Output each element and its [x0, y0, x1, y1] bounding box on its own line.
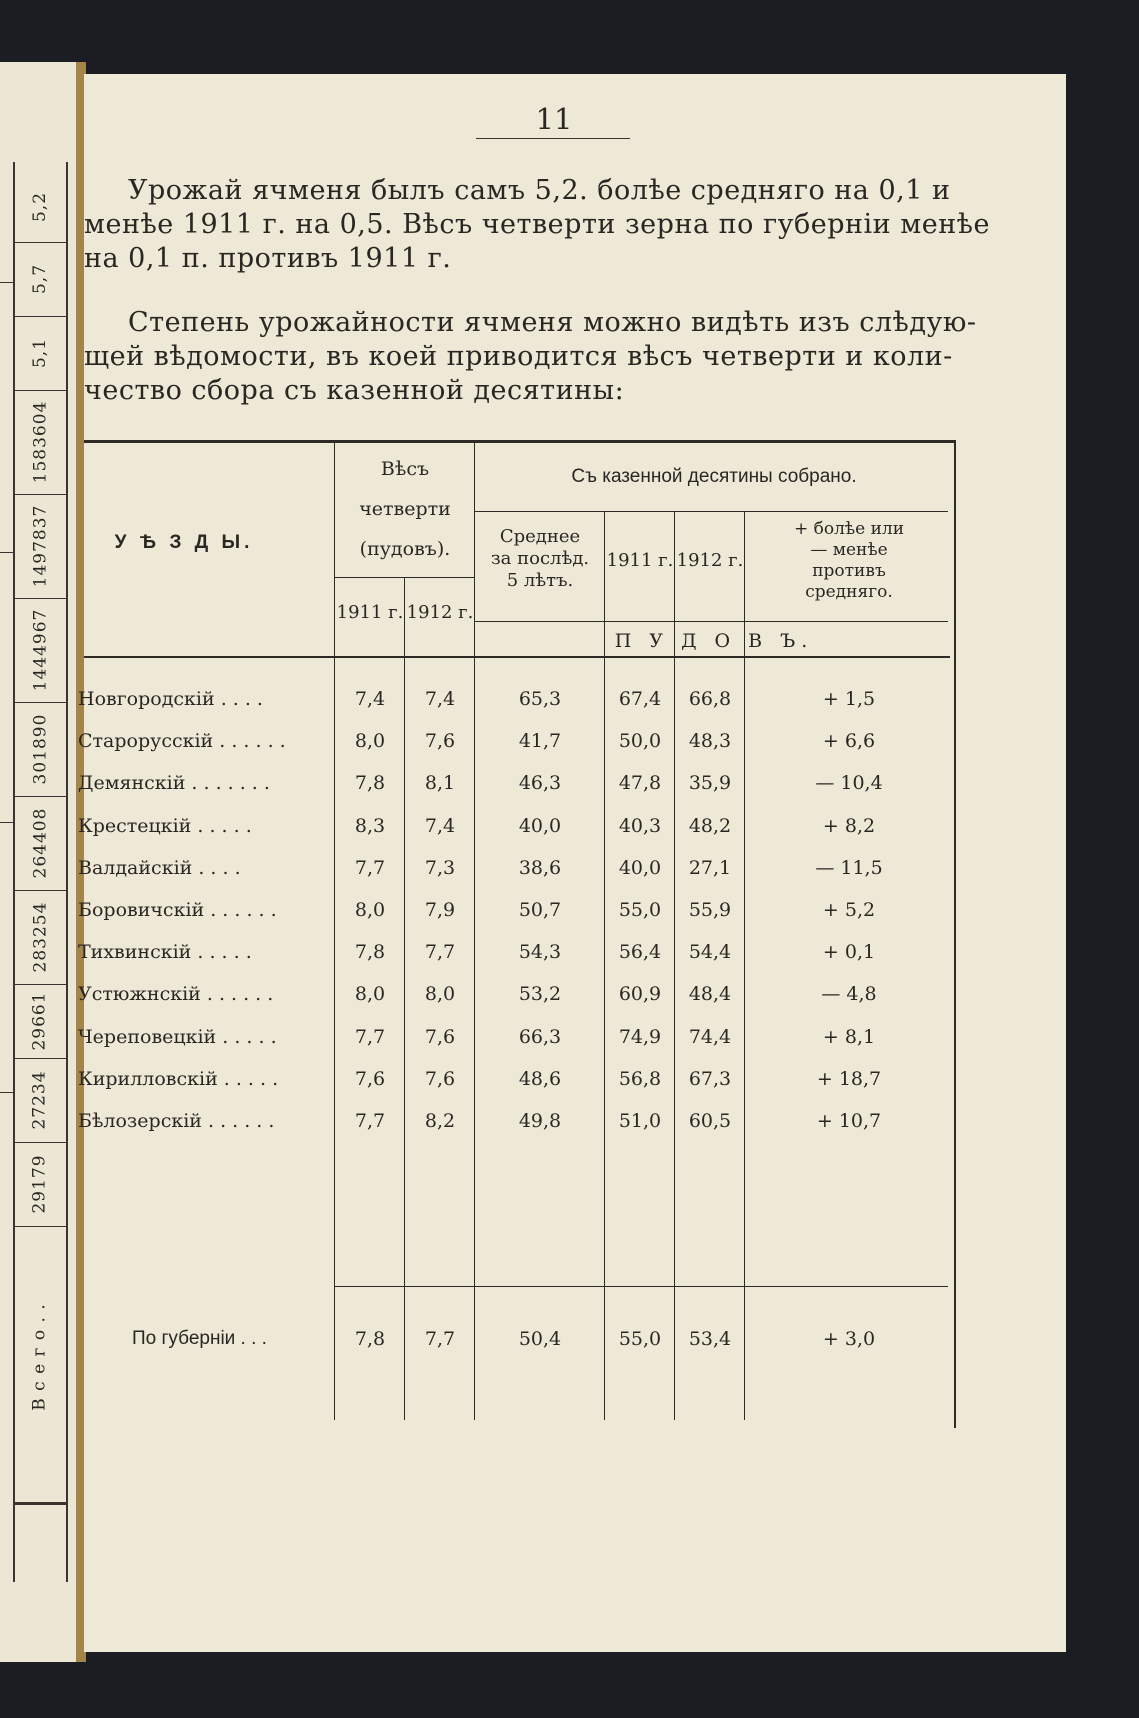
collected-1912-cell: 35,9 — [688, 772, 732, 795]
average-cell: 41,7 — [518, 730, 562, 753]
weight-1911-header: 1911 г. — [336, 602, 404, 623]
prev-page-value: 1497837 — [30, 504, 50, 588]
collected-1911-cell: 40,0 — [618, 856, 662, 879]
weight-header-line: Вѣсъ — [380, 458, 430, 480]
difference-cell: + 8,2 — [822, 814, 876, 837]
difference-cell: + 1,5 — [822, 688, 876, 710]
difference-cell: — 10,4 — [815, 772, 883, 795]
collected-1912-cell: 66,8 — [688, 688, 732, 710]
average-cell: 66,3 — [518, 1025, 562, 1048]
collected-1911-cell: 56,4 — [618, 941, 662, 964]
district-name: Валдайскій . . . . — [78, 856, 241, 879]
text-line: щей вѣдомости, въ коей приводится вѣсъ четверти и коли- — [84, 341, 953, 372]
collected-1911-cell: 56,8 — [618, 1067, 662, 1090]
total-weight-1911: 7,8 — [354, 1328, 386, 1350]
average-cell: 38,6 — [518, 856, 562, 879]
total-average: 50,4 — [518, 1328, 562, 1350]
district-name: Устюжнскій . . . . . . — [78, 983, 274, 1006]
column-rule — [404, 577, 405, 1420]
difference-cell: — 11,5 — [815, 856, 883, 879]
collected-1912-header: 1912 г. — [676, 550, 744, 571]
collected-1912-cell: 27,1 — [688, 856, 732, 879]
prev-page-value: 29179 — [30, 1154, 50, 1214]
difference-cell: — 4,8 — [821, 983, 877, 1006]
column-rule — [334, 440, 335, 1420]
header-rule — [474, 621, 948, 622]
collected-1912-cell: 60,5 — [688, 1110, 732, 1132]
average-cell: 49,8 — [518, 1110, 562, 1132]
collected-1912-cell: 48,3 — [688, 730, 732, 753]
prev-page-divider — [15, 702, 66, 703]
weight-header-line: четверти — [359, 498, 451, 520]
average-header-line: Среднее — [499, 526, 581, 547]
prev-page-tick — [0, 282, 14, 283]
collected-1911-cell: 74,9 — [618, 1025, 662, 1048]
text-line: менѣе 1911 г. на 0,5. Вѣсъ четверти зерна по губерніи менѣе — [84, 209, 990, 240]
difference-cell: + 5,2 — [822, 899, 876, 921]
collected-1912-cell: 55,9 — [688, 899, 732, 921]
difference-cell: + 0,1 — [822, 941, 876, 964]
district-name: Череповецкій . . . . . — [78, 1025, 277, 1048]
total-weight-1912: 7,7 — [424, 1328, 456, 1350]
prev-page-value: 5,1 — [29, 337, 50, 369]
prev-page-value: 1583604 — [30, 400, 50, 484]
weight-1911-cell: 7,7 — [354, 1110, 386, 1132]
prev-page-rule — [13, 162, 15, 1582]
average-cell: 53,2 — [518, 983, 562, 1006]
total-separator-rule — [334, 1286, 948, 1287]
weight-1912-cell: 7,3 — [424, 856, 456, 879]
weight-1911-cell: 7,7 — [354, 1025, 386, 1048]
weight-1911-cell: 8,3 — [354, 814, 386, 837]
collected-1912-cell: 74,4 — [688, 1025, 732, 1048]
district-name: Бѣлозерскій . . . . . . — [78, 1110, 275, 1132]
weight-1911-cell: 7,8 — [354, 941, 386, 964]
collected-1911-cell: 47,8 — [618, 772, 662, 795]
header-rule — [474, 511, 948, 512]
average-cell: 46,3 — [518, 772, 562, 795]
weight-1911-cell: 7,6 — [354, 1067, 386, 1090]
weight-1912-cell: 7,7 — [424, 941, 456, 964]
district-name: Новгородскій . . . . — [78, 688, 263, 710]
weight-1912-cell: 7,6 — [424, 1025, 456, 1048]
barley-yield-table — [78, 74, 1066, 1652]
difference-cell: + 10,7 — [816, 1110, 882, 1132]
total-collected-1911: 55,0 — [618, 1328, 662, 1350]
difference-header-line: + болѣе или — [793, 519, 905, 539]
header-bottom-rule — [84, 656, 950, 658]
prev-page-value: 264408 — [30, 807, 50, 879]
collected-1911-cell: 60,9 — [618, 983, 662, 1006]
difference-header-line: противъ — [812, 561, 886, 581]
prev-page-divider — [15, 890, 66, 891]
average-cell: 40,0 — [518, 814, 562, 837]
collected-1911-header: 1911 г. — [606, 550, 674, 571]
weight-1911-cell: 7,7 — [354, 856, 386, 879]
district-name: Тихвинскій . . . . . — [78, 941, 252, 964]
prev-page-divider — [15, 1058, 66, 1059]
prev-page-value: 5,7 — [29, 263, 50, 295]
prev-page-divider — [15, 242, 66, 243]
average-cell: 65,3 — [518, 688, 562, 710]
weight-1912-cell: 8,0 — [424, 983, 456, 1006]
page-number: 11 — [535, 102, 573, 136]
table-top-rule — [84, 440, 954, 443]
district-name: Боровичскій . . . . . . — [78, 899, 277, 921]
prev-page-divider — [15, 1502, 66, 1505]
prev-page-tick — [0, 552, 14, 553]
collected-1911-cell: 51,0 — [618, 1110, 662, 1132]
prev-page-value: 301890 — [30, 713, 50, 785]
difference-cell: + 18,7 — [816, 1067, 882, 1090]
previous-page-edge — [0, 62, 76, 1662]
district-name: Крестецкій . . . . . — [78, 814, 252, 837]
collected-1911-cell: 67,4 — [618, 688, 662, 710]
column-rule — [474, 440, 475, 1420]
weight-1911-cell: 8,0 — [354, 730, 386, 753]
collected-1912-cell: 48,2 — [688, 814, 732, 837]
difference-header-line: — менѣе — [810, 540, 888, 560]
weight-1912-cell: 7,6 — [424, 1067, 456, 1090]
weight-1912-cell: 8,2 — [424, 1110, 456, 1132]
difference-cell: + 6,6 — [822, 730, 876, 753]
prev-page-value: 5,2 — [29, 191, 50, 223]
text-line: чество сбора съ казенной десятины: — [84, 375, 625, 406]
prev-page-tick — [0, 822, 14, 823]
weight-1912-cell: 7,6 — [424, 730, 456, 753]
table-right-rule — [954, 440, 956, 1428]
weight-1912-cell: 8,1 — [424, 772, 456, 795]
text-line: Степень урожайности ячменя можно видѣть изъ слѣдую- — [128, 307, 977, 338]
weight-1912-cell: 7,4 — [424, 688, 456, 710]
weight-1912-header: 1912 г. — [406, 602, 474, 623]
prev-page-value: 27234 — [30, 1070, 50, 1130]
weight-header-line: (пудовъ). — [359, 538, 451, 560]
prev-page-divider — [15, 1142, 66, 1143]
district-name: Кирилловскій . . . . . — [78, 1067, 279, 1090]
text-line: Урожай ячменя былъ самъ 5,2. болѣе средняго на 0,1 и — [128, 175, 951, 206]
collected-1912-cell: 54,4 — [688, 941, 732, 964]
average-cell: 54,3 — [518, 941, 562, 964]
difference-header-line: средняго. — [805, 582, 893, 602]
weight-1912-cell: 7,4 — [424, 814, 456, 837]
units-header: П У Д О В Ъ. — [614, 630, 814, 652]
collected-1911-cell: 40,3 — [618, 814, 662, 837]
collected-1911-cell: 50,0 — [618, 730, 662, 753]
district-name: Старорусскій . . . . . . — [78, 730, 286, 753]
weight-1911-cell: 8,0 — [354, 899, 386, 921]
district-column-header: У Ѣ З Д Ы. — [114, 532, 254, 553]
collected-1911-cell: 55,0 — [618, 899, 662, 921]
prev-page-divider — [15, 984, 66, 985]
total-difference: + 3,0 — [822, 1328, 876, 1350]
average-header-line: 5 лѣтъ. — [506, 570, 574, 591]
page — [78, 74, 1066, 1652]
district-name: Демянскій . . . . . . . — [78, 772, 270, 795]
prev-page-total-label: В с е г о . . — [30, 1303, 51, 1411]
prev-page-value: 283254 — [30, 901, 50, 973]
weight-1911-cell: 7,4 — [354, 688, 386, 710]
prev-page-divider — [15, 494, 66, 495]
weight-1911-cell: 7,8 — [354, 772, 386, 795]
collected-1912-cell: 67,3 — [688, 1067, 732, 1090]
prev-page-rule — [66, 162, 68, 1582]
prev-page-divider — [15, 1226, 66, 1227]
weight-1912-cell: 7,9 — [424, 899, 456, 921]
total-row-label: По губерніи . . . — [132, 1328, 267, 1349]
average-header-line: за послѣд. — [490, 548, 590, 569]
collected-group-header: Съ казенной десятины собрано. — [571, 466, 857, 487]
difference-cell: + 8,1 — [822, 1025, 876, 1048]
prev-page-divider — [15, 796, 66, 797]
text-line: на 0,1 п. противъ 1911 г. — [84, 243, 452, 274]
prev-page-tick — [0, 1092, 14, 1093]
average-cell: 50,7 — [518, 899, 562, 921]
prev-page-divider — [15, 316, 66, 317]
collected-1912-cell: 48,4 — [688, 983, 732, 1006]
prev-page-value: 29661 — [30, 991, 50, 1051]
total-collected-1912: 53,4 — [688, 1328, 732, 1350]
prev-page-value: 1444967 — [30, 608, 50, 692]
prev-page-divider — [15, 598, 66, 599]
average-cell: 48,6 — [518, 1067, 562, 1090]
weight-1911-cell: 8,0 — [354, 983, 386, 1006]
prev-page-divider — [15, 390, 66, 391]
